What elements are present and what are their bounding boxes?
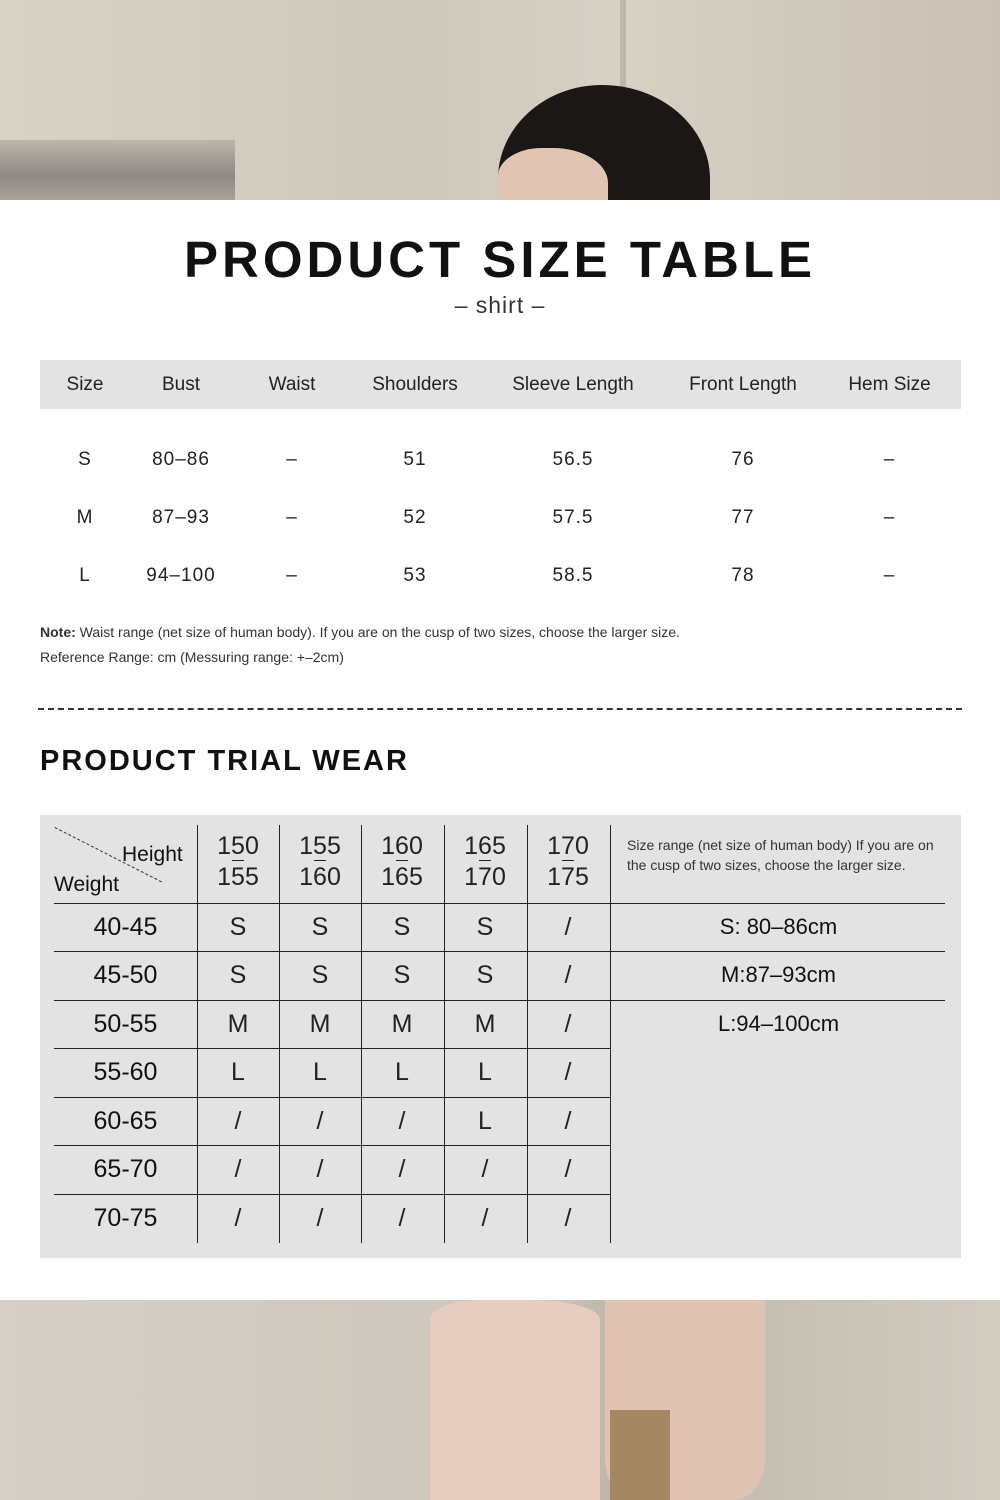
page-subtitle: – shirt – [454, 292, 546, 318]
fit-cell: L [478, 1107, 492, 1135]
fit-cell: L [313, 1058, 327, 1086]
height-to: 175 [547, 863, 589, 891]
fit-cell: S [229, 961, 247, 989]
weight-label: 50-55 [93, 1010, 158, 1038]
fit-cell: / [564, 961, 572, 989]
header-size: Size [66, 374, 104, 395]
fit-cell: / [316, 1107, 324, 1135]
height-to: 165 [381, 863, 423, 891]
fit-cell: S [311, 961, 329, 989]
fit-cell: S [393, 913, 411, 941]
fit-cell: M [309, 1010, 331, 1038]
fit-cell: S [229, 913, 247, 941]
height-from: 160 [381, 832, 423, 860]
header-front-length: Front Length [689, 374, 797, 395]
height-to: 155 [217, 863, 259, 891]
fit-cell: / [564, 1010, 572, 1038]
size-cell: 56.5 [552, 449, 594, 470]
size-cell: L [79, 565, 91, 586]
size-cell: M [76, 507, 94, 528]
fit-cell: S [476, 961, 494, 989]
note-line [40, 624, 680, 640]
size-cell: 80–86 [152, 449, 210, 470]
weight-label: 40-45 [93, 913, 158, 941]
size-cell: 57.5 [552, 507, 594, 528]
fit-cell: / [564, 1155, 572, 1183]
size-cell: 58.5 [552, 565, 594, 586]
height-from: 150 [217, 832, 259, 860]
size-cell: S [78, 449, 92, 470]
fit-cell: M [391, 1010, 413, 1038]
trial-wear-title: PRODUCT TRIAL WEAR [40, 745, 409, 777]
header-sleeve-length: Sleeve Length [512, 374, 634, 395]
header-waist: Waist [268, 374, 316, 395]
height-header [361, 833, 443, 893]
fit-cell: / [481, 1155, 489, 1183]
fit-cell: L [395, 1058, 409, 1086]
height-from: 155 [299, 832, 341, 860]
fit-cell: / [564, 1204, 572, 1232]
fit-cell: / [398, 1155, 406, 1183]
size-cell: – [883, 449, 896, 470]
size-cell: 94–100 [146, 565, 216, 586]
size-cell: 77 [731, 507, 755, 528]
size-table-header [40, 360, 961, 409]
fit-cell: / [234, 1107, 242, 1135]
fit-cell: M [227, 1010, 249, 1038]
fit-cell: / [234, 1155, 242, 1183]
fit-cell: M [474, 1010, 496, 1038]
height-header [444, 833, 526, 893]
header-hem-size: Hem Size [848, 374, 931, 395]
reference-range: Reference Range: cm (Messuring range: +–2cm) [40, 649, 344, 665]
height-header [197, 833, 279, 893]
size-cell: 78 [731, 565, 755, 586]
fit-cell: S [311, 913, 329, 941]
fit-cell: / [481, 1204, 489, 1232]
fit-cell: / [564, 913, 572, 941]
page-title: PRODUCT SIZE TABLE [183, 231, 817, 288]
height-header [527, 833, 609, 893]
fit-cell: / [234, 1204, 242, 1232]
height-to: 170 [464, 863, 506, 891]
fit-cell: / [564, 1058, 572, 1086]
fit-cell: / [564, 1107, 572, 1135]
fit-cell: / [316, 1155, 324, 1183]
weight-label: 45-50 [93, 961, 158, 989]
size-cell: 76 [731, 449, 755, 470]
height-header [279, 833, 361, 893]
weight-label: 65-70 [93, 1155, 158, 1183]
size-cell: 53 [403, 565, 427, 586]
model-leg-left [430, 1300, 600, 1500]
size-cell: – [883, 507, 896, 528]
weight-label: 70-75 [93, 1204, 158, 1232]
trial-wear-table [40, 815, 961, 1258]
wall-artwork [0, 140, 235, 200]
size-cell: – [286, 565, 298, 586]
weight-label: 60-65 [93, 1107, 158, 1135]
weight-label: 55-60 [93, 1058, 158, 1086]
corner-height-label: Height [122, 843, 183, 866]
fit-cell: S [476, 913, 494, 941]
trial-side-note: Size range (net size of human body) If you are on the cusp of two sizes, choose the larger size. [627, 837, 934, 873]
height-to: 160 [299, 863, 341, 891]
size-cell: – [286, 449, 298, 470]
header-bust: Bust [161, 374, 201, 395]
note-label: Note: [40, 624, 76, 640]
size-range-label: L:94–100cm [717, 1011, 840, 1036]
size-cell: 51 [403, 449, 427, 470]
height-from: 165 [464, 832, 506, 860]
size-range-label: S: 80–86cm [719, 914, 838, 939]
header-shoulders: Shoulders [372, 374, 458, 395]
fit-cell: L [478, 1058, 492, 1086]
corner-weight-label: Weight [54, 873, 119, 896]
fit-cell: / [316, 1204, 324, 1232]
height-from: 170 [547, 832, 589, 860]
note-text: Waist range (net size of human body). If you are on the cusp of two sizes, choose the larger size. [75, 624, 680, 640]
size-cell: – [883, 565, 896, 586]
size-cell: 52 [403, 507, 427, 528]
size-cell: – [286, 507, 298, 528]
fit-cell: / [398, 1204, 406, 1232]
fit-cell: / [398, 1107, 406, 1135]
size-cell: 87–93 [152, 507, 210, 528]
size-chart-card [0, 200, 1000, 1300]
cardboard-box [610, 1410, 670, 1500]
section-divider [38, 708, 962, 710]
fit-cell: S [393, 961, 411, 989]
size-range-label: M:87–93cm [721, 962, 836, 987]
fit-cell: L [231, 1058, 245, 1086]
